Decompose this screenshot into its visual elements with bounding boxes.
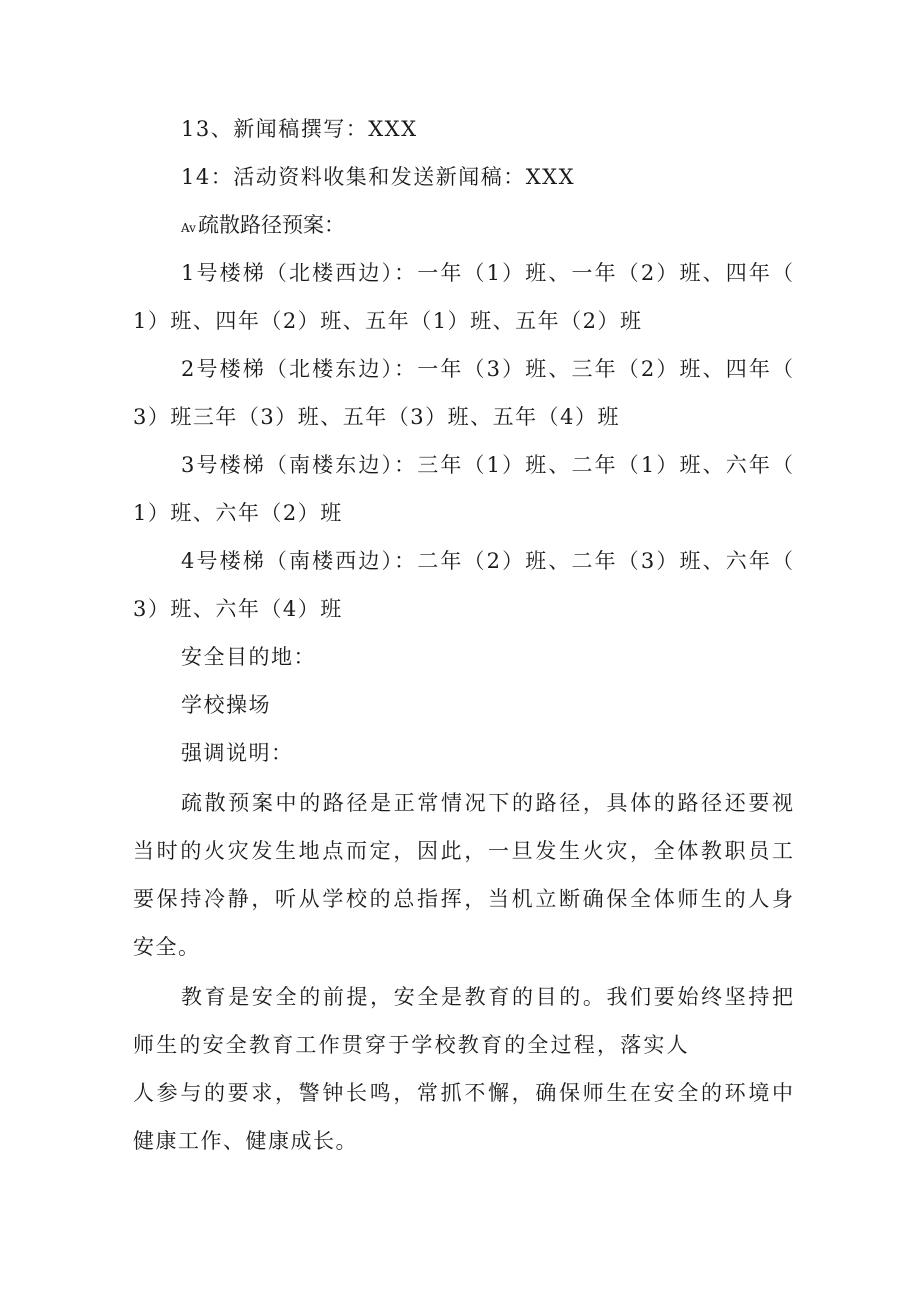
paragraph-2-line-3: 人参与的要求，警钟长鸣，常抓不懈，确保师生在安全的环境中	[133, 1081, 793, 1105]
note-label: 强调说明：	[181, 741, 294, 765]
paragraph-1-line-3: 要保持冷静，听从学校的总指挥，当机立断确保全体师生的人身	[133, 887, 793, 911]
paragraph-1-line-2: 当时的火灾发生地点而定，因此，一旦发生火灾，全体教职员工	[133, 839, 793, 863]
route-3-line-1: 3号楼梯（南楼东边）：三年（1）班、二年（1）班、六年（	[181, 453, 793, 477]
paragraph-1-line-1: 疏散预案中的路径是正常情况下的路径，具体的路径还要视	[181, 791, 793, 815]
destination-label: 安全目的地：	[181, 645, 316, 669]
route-4-line-2: 3）班、六年（4）班	[133, 597, 343, 621]
paragraph-2-line-1: 教育是安全的前提，安全是教育的目的。我们要始终坚持把	[181, 985, 793, 1009]
paragraph-2-line-2: 师生的安全教育工作贯穿于学校教育的全过程，落实人	[133, 1033, 690, 1057]
route-2-line-2: 3）班三年（3）班、五年（3）班、五年（4）班	[133, 405, 620, 429]
item-14: 14：活动资料收集和发送新闻稿：XXX	[181, 165, 576, 189]
section-heading	[181, 210, 345, 243]
heading-title: 疏散路径预案：	[197, 213, 345, 237]
route-4-line-1: 4号楼梯（南楼西边）：二年（2）班、二年（3）班、六年（	[181, 549, 793, 573]
destination-value: 学校操场	[181, 693, 271, 717]
route-3-line-2: 1）班、六年（2）班	[133, 501, 343, 525]
item-13: 13、新闻稿撰写：XXX	[181, 117, 418, 141]
heading-prefix: Av	[181, 221, 196, 235]
route-1-line-1: 1号楼梯（北楼西边）：一年（1）班、一年（2）班、四年（	[181, 261, 793, 285]
route-1-line-2: 1）班、四年（2）班、五年（1）班、五年（2）班	[133, 309, 643, 333]
paragraph-2-line-4: 健康工作、健康成长。	[133, 1129, 358, 1153]
route-2-line-1: 2号楼梯（北楼东边）：一年（3）班、三年（2）班、四年（	[181, 357, 793, 381]
paragraph-1-line-4: 安全。	[133, 935, 201, 959]
